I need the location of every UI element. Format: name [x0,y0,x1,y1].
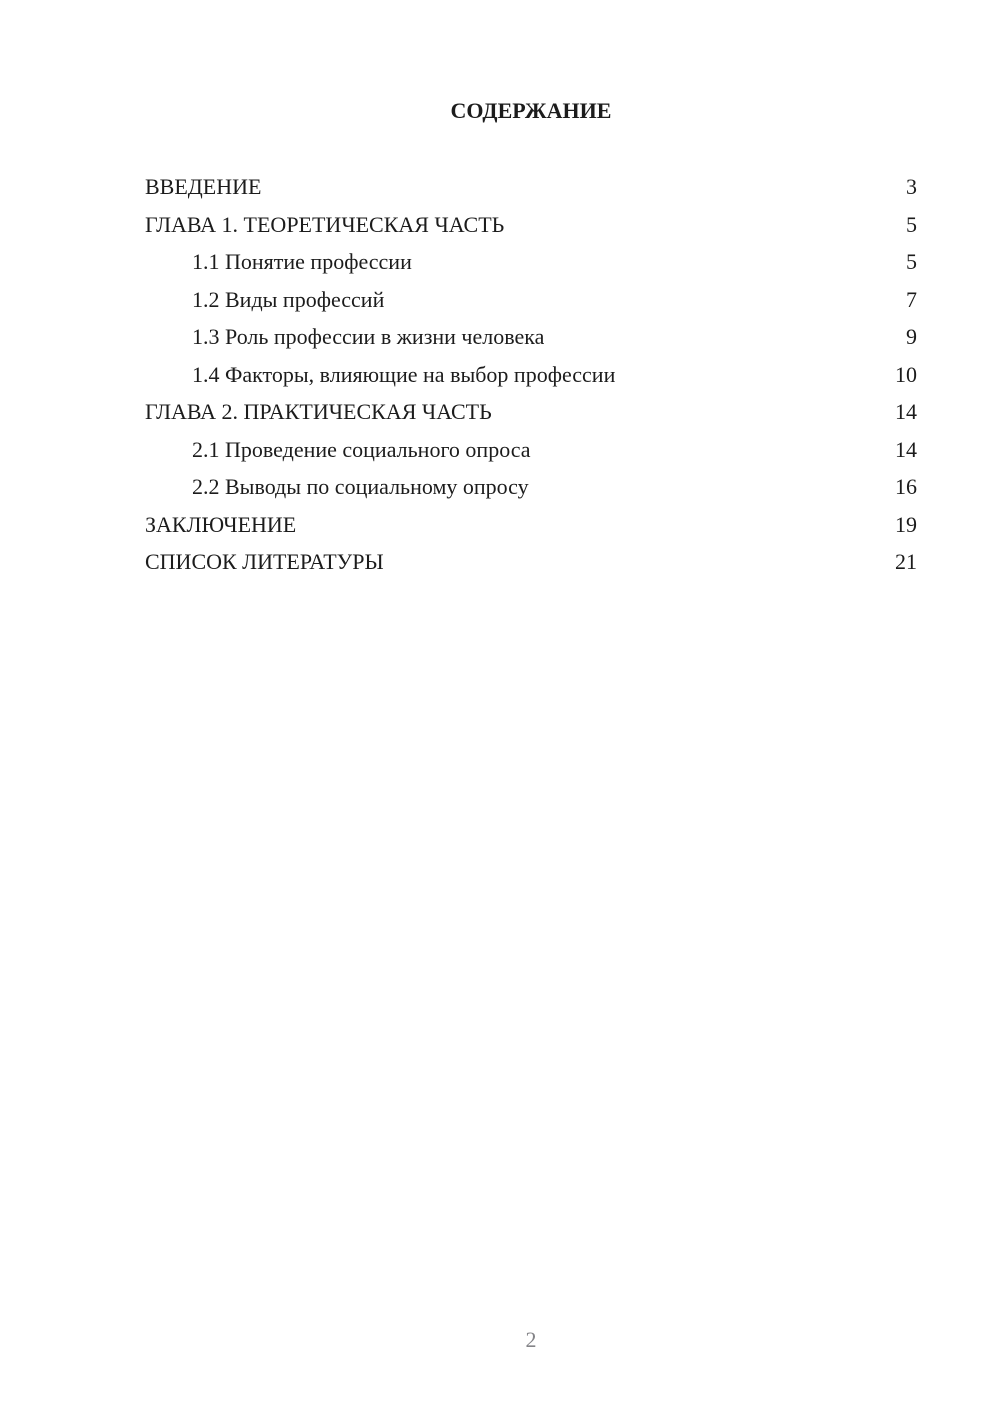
toc-entry [145,243,917,281]
toc-entry-label: СПИСОК ЛИТЕРАТУРЫ [145,549,384,574]
toc-entry-page-number: 21 [895,549,917,574]
toc-entry-page-number: 16 [895,474,917,499]
toc-entry-label: 1.1 Понятие профессии [192,249,412,274]
toc-entry-page-number: 19 [895,511,917,537]
page-footer [145,1326,917,1354]
toc-entry [145,206,917,244]
toc-entry-label: 2.1 Проведение социального опроса [192,436,531,462]
toc-entry [145,431,917,469]
page-title: СОДЕРЖАНИЕ [450,98,612,123]
toc-entry [145,318,917,356]
toc-entry-label: 2.2 Выводы по социальному опросу [192,474,529,499]
toc-entry-page-number: 14 [895,399,917,424]
toc-entry-page-number: 14 [895,436,917,462]
toc-entry [145,468,917,506]
toc-entry [145,506,917,544]
toc-entry-page-number: 3 [906,174,917,199]
toc-entry [145,543,917,581]
toc-entry-label: ВВЕДЕНИЕ [145,174,262,199]
toc-entry-page-number: 7 [906,286,917,312]
toc-entry-page-number: 5 [906,211,917,237]
toc-entry-label: ЗАКЛЮЧЕНИЕ [145,511,297,537]
toc-entry-label: 1.3 Роль профессии в жизни человека [192,324,545,349]
toc-entry [145,168,917,206]
toc-entry-label: ГЛАВА 2. ПРАКТИЧЕСКАЯ ЧАСТЬ [145,399,492,424]
toc-entry-label: ГЛАВА 1. ТЕОРЕТИЧЕСКАЯ ЧАСТЬ [145,211,505,237]
page-content [145,0,917,581]
toc-entry-label: 1.4 Факторы, влияющие на выбор профессии [192,361,616,387]
toc-entry [145,281,917,319]
toc-entry-page-number: 10 [895,361,917,387]
toc-entry [145,393,917,431]
toc-list [145,168,917,581]
toc-entry-page-number: 5 [906,249,917,274]
toc-entry [145,356,917,394]
toc-entry-page-number: 9 [906,324,917,349]
toc-entry-label: 1.2 Виды профессий [192,286,385,312]
footer-page-number: 2 [525,1327,537,1352]
